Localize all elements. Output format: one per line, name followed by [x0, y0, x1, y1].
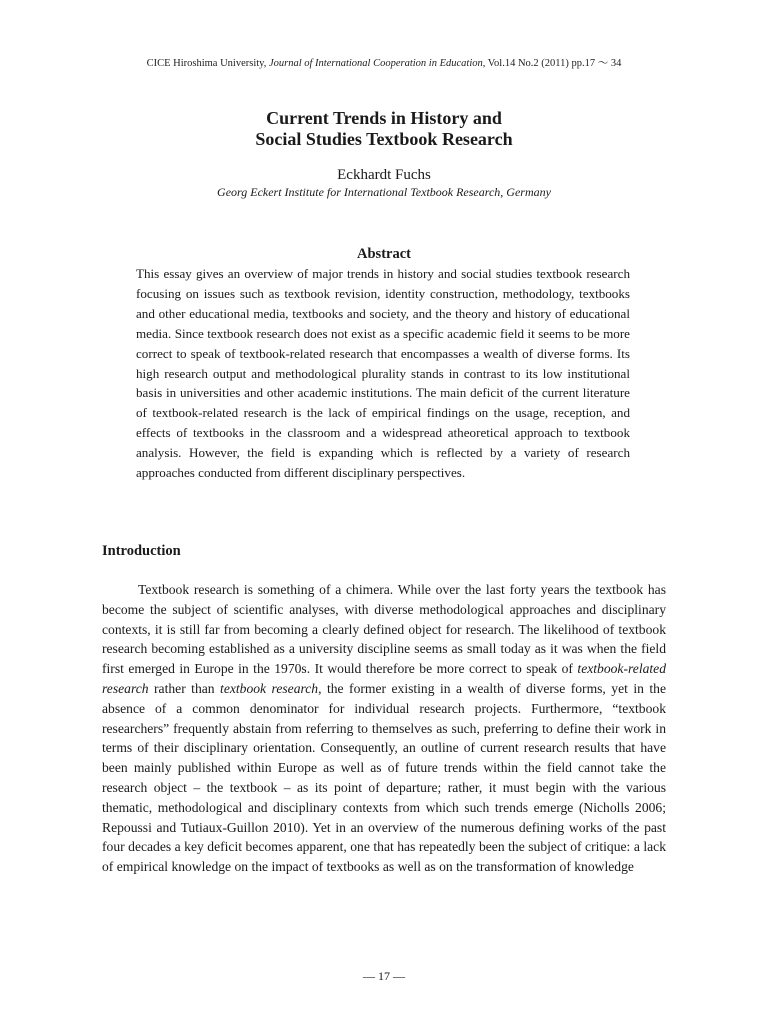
abstract-text: This essay gives an overview of major trends in history and social studies textbook research focusing on issues such as textbook revision, identity construction, methodology, textbooks and other educational media, textbooks and society, and the theory and history of educational media. Since textbook research does not exist as a specific academic field it seems to be more correct to speak of textbook-related research that encompasses a wealth of diverse forms. Its high research output and methodological plurality stands in contrast to its low institutional basis in universities and other academic institutions. The main deficit of the current literature of textbook-related research is the lack of empirical findings on the usage, reception, and effects of textbooks in the classroom and a widespread atheoretical approach to textbook analysis. However, the field is expanding which is reflected by a variety of research approaches conducted from different disciplinary perspectives.: [136, 266, 630, 481]
introduction-paragraph: [102, 580, 666, 877]
abstract-heading: Abstract: [357, 246, 411, 262]
introduction-text-part-1: Textbook research is something of a chimera. While over the last forty years the textbook has become the subject of scientific analyses, with diverse methodological approaches and disciplinary contexts, it is still far from becoming a clearly defined object for research. The likelihood of textbook research becoming established as a university discipline seems as small today as it was when the field first emerged in Europe in the 1970s. It would therefore be more correct to speak of: [102, 582, 666, 677]
author-name: Eckhardt Fuchs: [337, 167, 431, 183]
journal-header: [0, 57, 768, 71]
introduction-emphasis-2: textbook research: [220, 680, 319, 696]
introduction-heading: Introduction: [102, 543, 181, 559]
introduction-text-part-3: , the former existing in a wealth of diverse forms, yet in the absence of a common denominator for individual research projects. Furthermore, “textbook researchers” frequently abstain from referring to themselves as such, preferring to define their work in terms of their disciplinary orientation. Consequently, an outline of current research results that have been mainly published within Europe as well as of future trends within the field cannot take the research object – the textbook – as its point of departure; rather, it must begin with the various thematic, methodological and disciplinary contexts from which such trends emerge (Nicholls 2006; Repoussi and Tutiaux-Guillon 2010). Yet in an overview of the numerous defining works of the past four decades a key deficit becomes apparent, one that has repeatedly been the subject of critique: a lack of empirical knowledge on the impact of textbooks as well as on the transformation of knowledge: [102, 680, 666, 875]
paper-title: [0, 108, 768, 150]
page-number: ― 17 ―: [363, 969, 405, 983]
paper-title-line-1: Current Trends in History and: [266, 108, 502, 128]
journal-name: Journal of International Cooperation in Education: [268, 58, 483, 69]
paper-title-line-2: Social Studies Textbook Research: [255, 129, 513, 149]
journal-header-prefix: CICE Hiroshima University,: [146, 58, 269, 69]
introduction-text-part-2: rather than: [148, 680, 221, 696]
introduction-emphasis-1: textbook-related research: [102, 661, 666, 696]
author-affiliation: Georg Eckert Institute for International Textbook Research, Germany: [217, 185, 551, 199]
journal-header-volume: , Vol.14 No.2 (2011) pp.17 ～ 34: [482, 58, 622, 69]
